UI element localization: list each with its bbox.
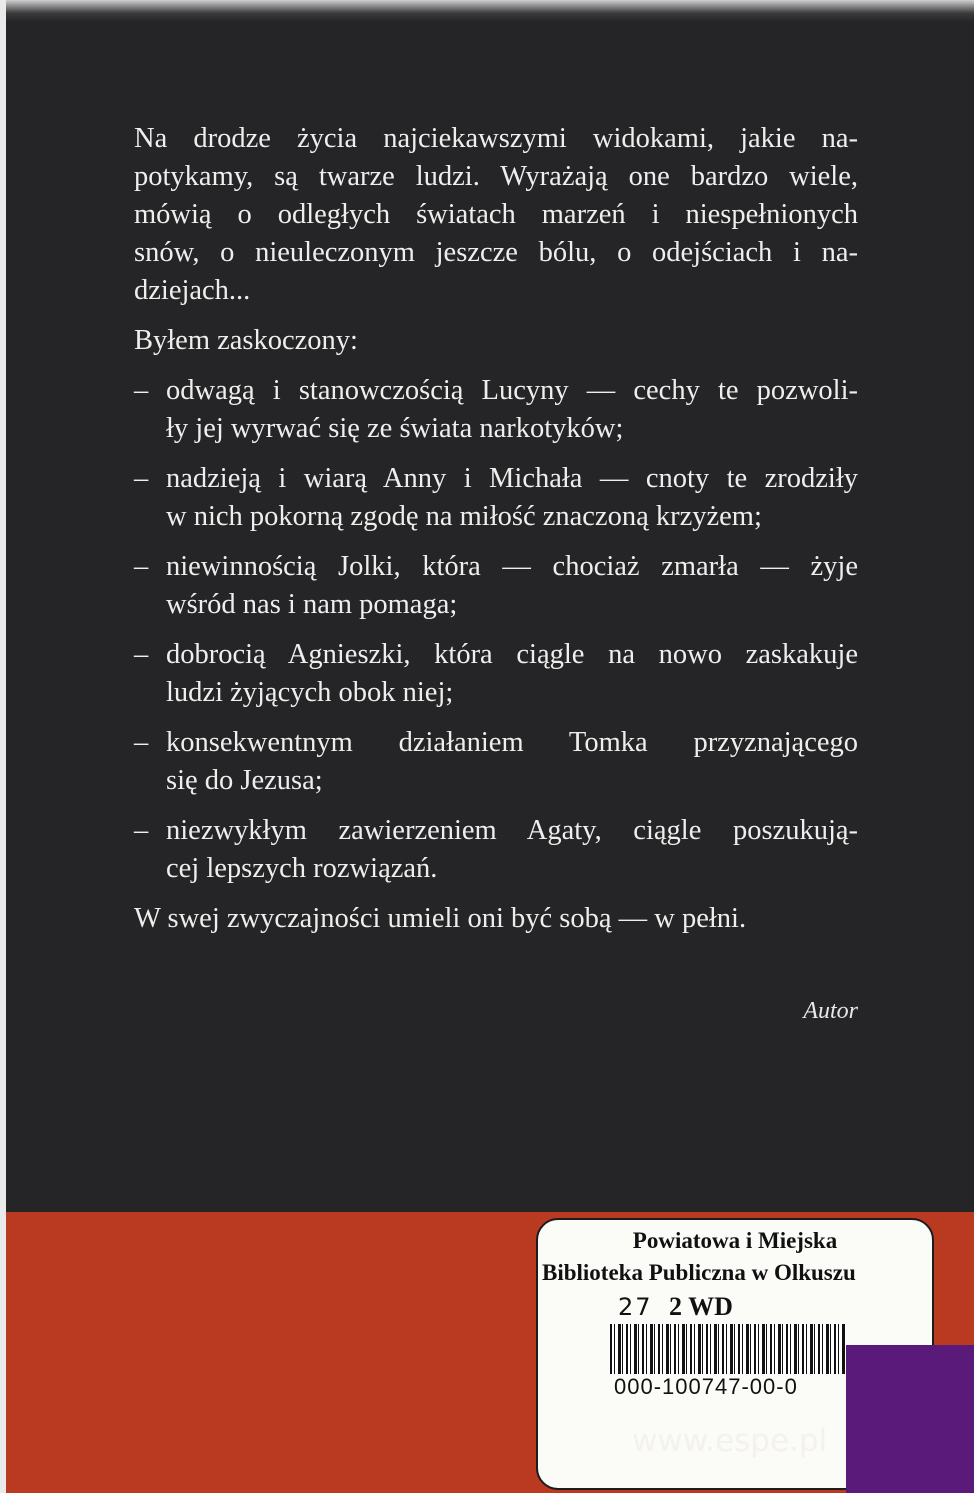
purple-label-tab — [846, 1345, 974, 1493]
library-name-line-1: Powiatowa i Miejska — [632, 1228, 838, 1253]
handwritten-number: 27 — [618, 1293, 653, 1321]
bullet-list — [134, 372, 858, 888]
intro-line: dziejach... — [134, 275, 251, 306]
closing-sentence: W swej zwyczajności umieli oni być sobą — w pełni. — [134, 903, 747, 934]
list-item-line: konsekwentnym działaniem Tomka przyznającego — [166, 727, 858, 758]
list-item-line: w nich pokorną zgodę na miłość znaczoną krzyżem; — [166, 501, 762, 532]
dash-bullet-icon: – — [134, 639, 149, 670]
dash-bullet-icon: – — [134, 815, 149, 846]
intro-line: snów, o nieuleczonym jeszcze bólu, o odejściach i na- — [134, 237, 858, 268]
intro-line: potykamy, są twarze ludzi. Wyrażają one bardzo wiele, — [134, 161, 858, 192]
list-item-line: odwagą i stanowczością Lucyny — cechy te pozwoli- — [166, 375, 858, 406]
list-item-text — [166, 460, 858, 536]
list-item-line: dobrocią Agnieszki, która ciągle na nowo zaskakuje — [166, 639, 858, 670]
list-item — [134, 548, 858, 624]
dash-bullet-icon: – — [134, 727, 149, 758]
library-name-line-2: Biblioteka Publiczna w Olkuszu — [542, 1260, 856, 1285]
list-item — [134, 812, 858, 888]
list-item-text — [166, 724, 858, 800]
barcode-icon — [610, 1324, 846, 1374]
intro-line: Na drodze życia najciekawszymi widokami, jakie na- — [134, 123, 858, 154]
dash-bullet-icon: – — [134, 463, 149, 494]
list-item-line: się do Jezusa; — [166, 765, 323, 796]
list-item — [134, 636, 858, 712]
shelf-mark — [618, 1292, 733, 1322]
publisher-url: www.espe.pl — [632, 1423, 828, 1459]
list-item-line: wśród nas i nam pomaga; — [166, 589, 458, 620]
list-item-line: ły jej wyrwać się ze świata narkotyków; — [166, 413, 624, 444]
list-item-line: nadzieją i wiarą Anny i Michała — cnoty te zrodziły — [166, 463, 858, 494]
dash-bullet-icon: – — [134, 375, 149, 406]
list-item-line: ludzi żyjących obok niej; — [166, 677, 454, 708]
list-item-text — [166, 812, 858, 888]
list-item-line: cej lepszych rozwiązań. — [166, 853, 438, 884]
page-edge-top — [0, 0, 974, 22]
list-item-text — [166, 548, 858, 624]
list-item-text — [166, 372, 858, 448]
list-item-text — [166, 636, 858, 712]
list-item — [134, 372, 858, 448]
list-item-line: niewinnością Jolki, która — chociaż zmarła — żyje — [166, 551, 858, 582]
list-item-line: niezwykłym zawierzeniem Agaty, ciągle poszukują- — [166, 815, 858, 846]
list-item — [134, 460, 858, 536]
barcode-number: 000-100747-00-0 — [614, 1374, 798, 1399]
list-heading: Byłem zaskoczony: — [134, 325, 358, 356]
shelf-code: 2 WD — [669, 1292, 733, 1321]
intro-paragraph — [134, 120, 858, 310]
dash-bullet-icon: – — [134, 551, 149, 582]
back-cover-text — [134, 120, 858, 938]
list-item — [134, 724, 858, 800]
intro-line: mówią o odległych światach marzeń i niespełnionych — [134, 199, 858, 230]
author-signature: Autor — [803, 998, 858, 1024]
